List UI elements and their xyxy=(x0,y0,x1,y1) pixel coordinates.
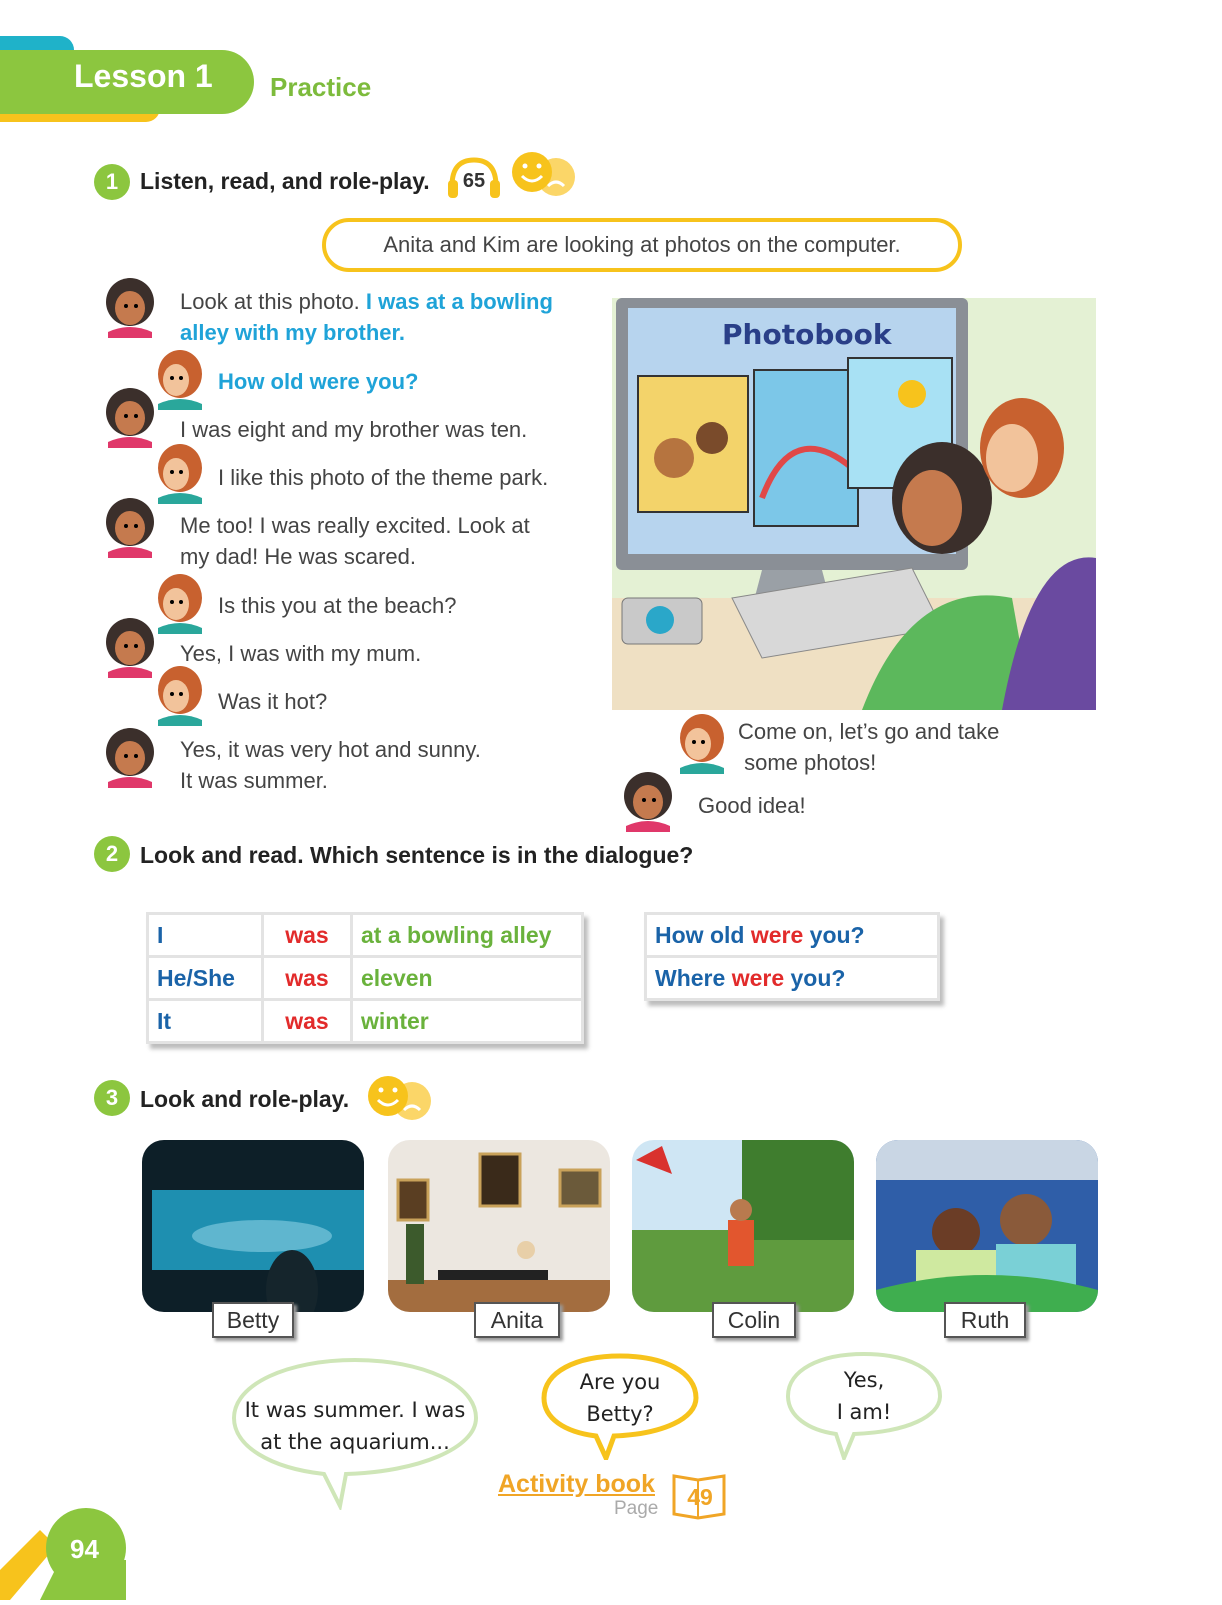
exercise-instruction: Listen, read, and role-play. xyxy=(140,168,430,194)
activity-book-page-number: 49 xyxy=(687,1483,713,1510)
dialogue-line: I like this photo of the theme park. xyxy=(218,465,549,490)
dialogue-line: Is this you at the beach? xyxy=(218,593,457,618)
kim-avatar xyxy=(150,572,206,634)
photo-museum xyxy=(388,1140,610,1312)
photo-aquarium xyxy=(142,1140,364,1312)
kim-avatar xyxy=(672,712,728,774)
exercise-number: 1 xyxy=(94,164,130,200)
speech-bubble: Are you Betty? xyxy=(540,1352,700,1460)
photo-name-tag: Anita xyxy=(474,1302,560,1338)
track-number: 65 xyxy=(462,170,486,192)
photo-ride xyxy=(876,1140,1098,1312)
page-number: 94 xyxy=(70,1534,99,1564)
dialogue-line: How old were you? xyxy=(218,369,419,394)
table-row: How old were you? xyxy=(646,914,939,957)
speech-bubble: Yes, I am! xyxy=(784,1350,944,1460)
kim-avatar xyxy=(150,442,206,504)
photo-name-tag: Betty xyxy=(212,1302,294,1338)
drama-masks-icon xyxy=(510,150,576,200)
anita-avatar xyxy=(618,770,674,832)
exercise-instruction: Look and read. Which sentence is in the dialogue? xyxy=(140,842,694,868)
kim-avatar xyxy=(150,348,206,410)
context-box: Anita and Kim are looking at photos on the computer. xyxy=(322,218,962,272)
section-title: Practice xyxy=(270,72,372,102)
computer-illustration xyxy=(612,298,1096,710)
drama-masks-icon xyxy=(366,1074,432,1124)
exercise-number: 3 xyxy=(94,1080,130,1116)
photo-name-tag: Ruth xyxy=(944,1302,1026,1338)
lesson-title: Lesson 1 xyxy=(74,58,213,94)
dialogue-line: Me too! I was really excited. Look at my dad! He was scared. xyxy=(180,513,530,569)
table-row: Where were you? xyxy=(646,957,939,1000)
exercise-instruction: Look and role-play. xyxy=(140,1086,350,1112)
anita-avatar xyxy=(100,496,156,558)
table-row: He/She was eleven xyxy=(148,957,583,1000)
dialogue-line: I was eight and my brother was ten. xyxy=(180,417,528,442)
activity-book-page-label: Page xyxy=(614,1498,659,1519)
speech-bubble: It was summer. I was at the aquarium... xyxy=(228,1356,482,1510)
anita-avatar xyxy=(100,726,156,788)
dialogue-line: Look at this photo. I was at a bowling alley with my brother. xyxy=(180,289,553,345)
dialogue-line: Yes, it was very hot and sunny. It was summer. xyxy=(180,737,481,793)
dialogue-line: Was it hot? xyxy=(218,689,328,714)
kim-avatar xyxy=(150,664,206,726)
page-corner xyxy=(0,1500,130,1600)
anita-avatar xyxy=(100,616,156,678)
screen-title: Photobook xyxy=(722,318,892,351)
photo-name-tag: Colin xyxy=(712,1302,796,1338)
anita-avatar xyxy=(100,386,156,448)
photo-kite xyxy=(632,1140,854,1312)
activity-book-link[interactable]: Activity book xyxy=(498,1470,655,1498)
table-row: It was winter xyxy=(148,1000,583,1043)
anita-avatar xyxy=(100,276,156,338)
grammar-table-were xyxy=(644,912,940,1001)
dialogue-line: Good idea! xyxy=(698,793,806,818)
exercise-number: 2 xyxy=(94,836,130,872)
grammar-table-was xyxy=(146,912,584,1044)
dialogue-line: Yes, I was with my mum. xyxy=(180,641,422,666)
dialogue-line: Come on, let’s go and take some photos! xyxy=(738,719,1000,775)
table-row: I was at a bowling alley xyxy=(148,914,583,957)
